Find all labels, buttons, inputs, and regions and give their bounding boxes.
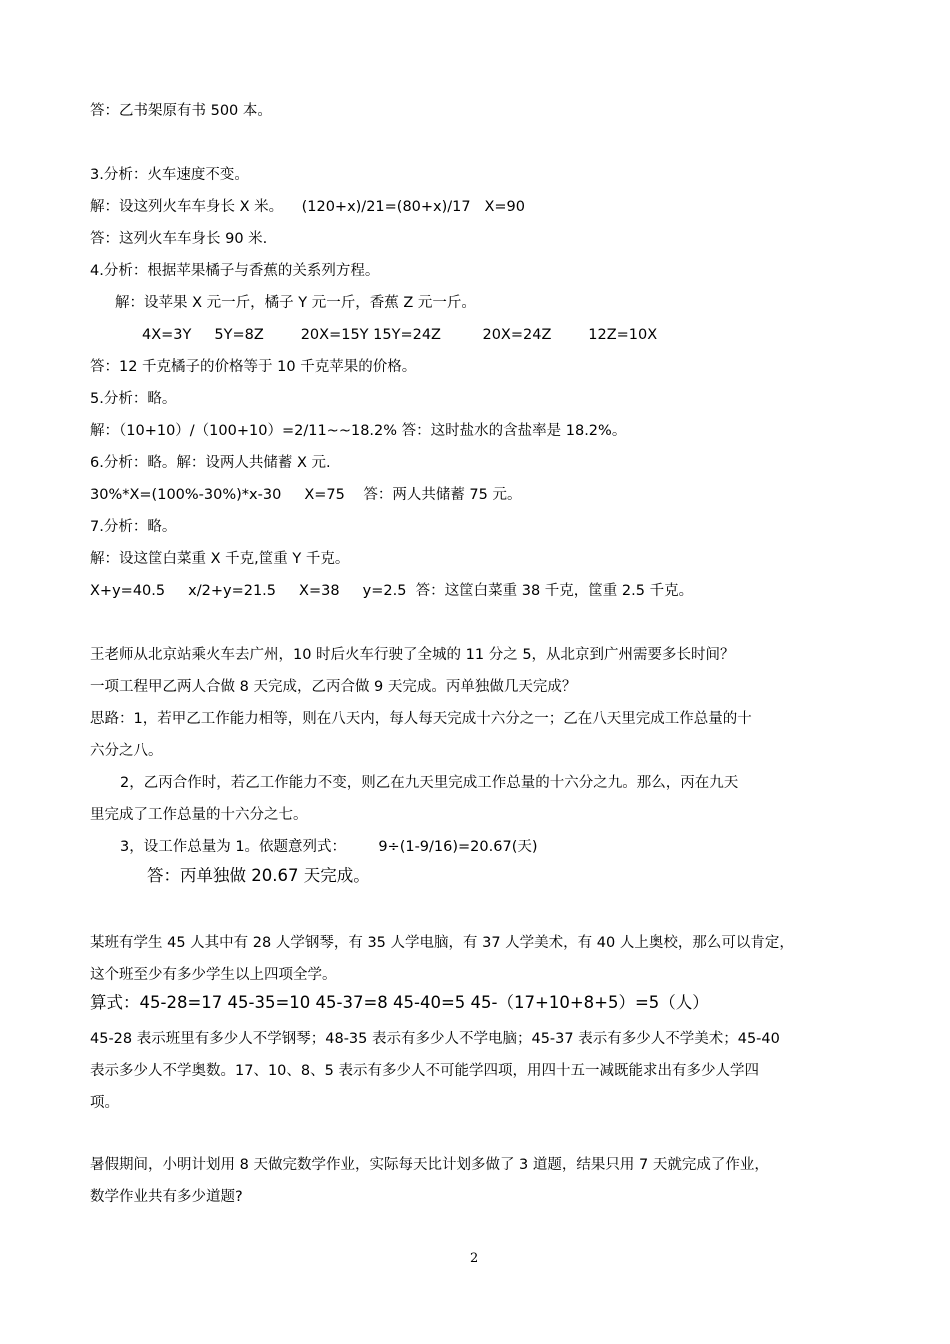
text-line: 王老师从北京站乘火车去广州，10 时后火车行驶了全城的 11 分之 5，从北京到广州需要多长时间？ — [90, 647, 735, 663]
text-line: 3，设工作总量为 1。依题意列式： 9÷(1-9/16)=20.67(天) — [120, 839, 538, 855]
text-line: 六分之八。 — [90, 743, 163, 759]
text-line: 解：（10+10）/（100+10）=2/11~~18.2% 答：这时盐水的含盐率是 18.2%。 — [90, 423, 627, 439]
text-line: 答：乙书架原有书 500 本。 — [90, 103, 272, 119]
equation-line: 30%*X=(100%-30%)*x-30 X=75 答：两人共储蓄 75 元。 — [90, 487, 522, 503]
formula-line: 算式：45-28=17 45-35=10 45-37=8 45-40=5 45-（17+10+8+5）=5（人） — [90, 993, 709, 1012]
text-line: 2，乙丙合作时，若乙工作能力不变，则乙在九天里完成工作总量的十六分之九。那么，丙在九天 — [120, 775, 739, 791]
text-line: 6.分析：略。解：设两人共储蓄 X 元. — [90, 455, 331, 471]
text-line: 暑假期间，小明计划用 8 天做完数学作业，实际每天比计划多做了 3 道题，结果只用 7 天就完成了作业， — [90, 1157, 769, 1173]
text-line: 这个班至少有多少学生以上四项全学。 — [90, 967, 337, 983]
text-line: 4.分析：根据苹果橘子与香蕉的关系列方程。 — [90, 263, 380, 279]
page-number: 2 — [470, 1251, 479, 1266]
text-line: 5.分析：略。 — [90, 391, 177, 407]
text-line: 项。 — [90, 1095, 119, 1111]
text-line: 一项工程甲乙两人合做 8 天完成，乙丙合做 9 天完成。丙单独做几天完成？ — [90, 679, 577, 695]
text-line: 数学作业共有多少道题? — [90, 1189, 243, 1205]
text-line: 表示多少人不学奥数。17、10、8、5 表示有多少人不可能学四项，用四十五一减既能求出有多少人学四 — [90, 1063, 759, 1079]
equation-line: 4X=3Y 5Y=8Z 20X=15Y 15Y=24Z 20X=24Z 12Z=10X — [142, 327, 658, 343]
text-line: 某班有学生 45 人其中有 28 人学钢琴，有 35 人学电脑，有 37 人学美术，有 40 人上奥校，那么可以肯定， — [90, 935, 794, 951]
equation-line: X+y=40.5 x/2+y=21.5 X=38 y=2.5 答：这筐白菜重 38 千克，筐重 2.5 千克。 — [90, 583, 694, 599]
answer-line: 答：丙单独做 20.67 天完成。 — [147, 866, 370, 885]
text-line: 3.分析：火车速度不变。 — [90, 167, 249, 183]
text-line: 解：设这列火车车身长 X 米。 (120+x)/21=(80+x)/17 X=90 — [90, 199, 525, 215]
text-line: 解：设苹果 X 元一斤，橘子 Y 元一斤，香蕉 Z 元一斤。 — [115, 295, 476, 311]
text-line: 7.分析：略。 — [90, 519, 177, 535]
text-line: 解：设这筐白菜重 X 千克,筐重 Y 千克。 — [90, 551, 350, 567]
text-line: 里完成了工作总量的十六分之七。 — [90, 807, 308, 823]
text-line: 答：这列火车车身长 90 米. — [90, 231, 268, 247]
text-line: 答：12 千克橘子的价格等于 10 千克苹果的价格。 — [90, 359, 417, 375]
text-line: 思路：1，若甲乙工作能力相等，则在八天内，每人每天完成十六分之一；乙在八天里完成工作总量的十 — [90, 711, 752, 727]
text-line: 45-28 表示班里有多少人不学钢琴；48-35 表示有多少人不学电脑；45-37 表示有多少人不学美术；45-40 — [90, 1031, 780, 1047]
